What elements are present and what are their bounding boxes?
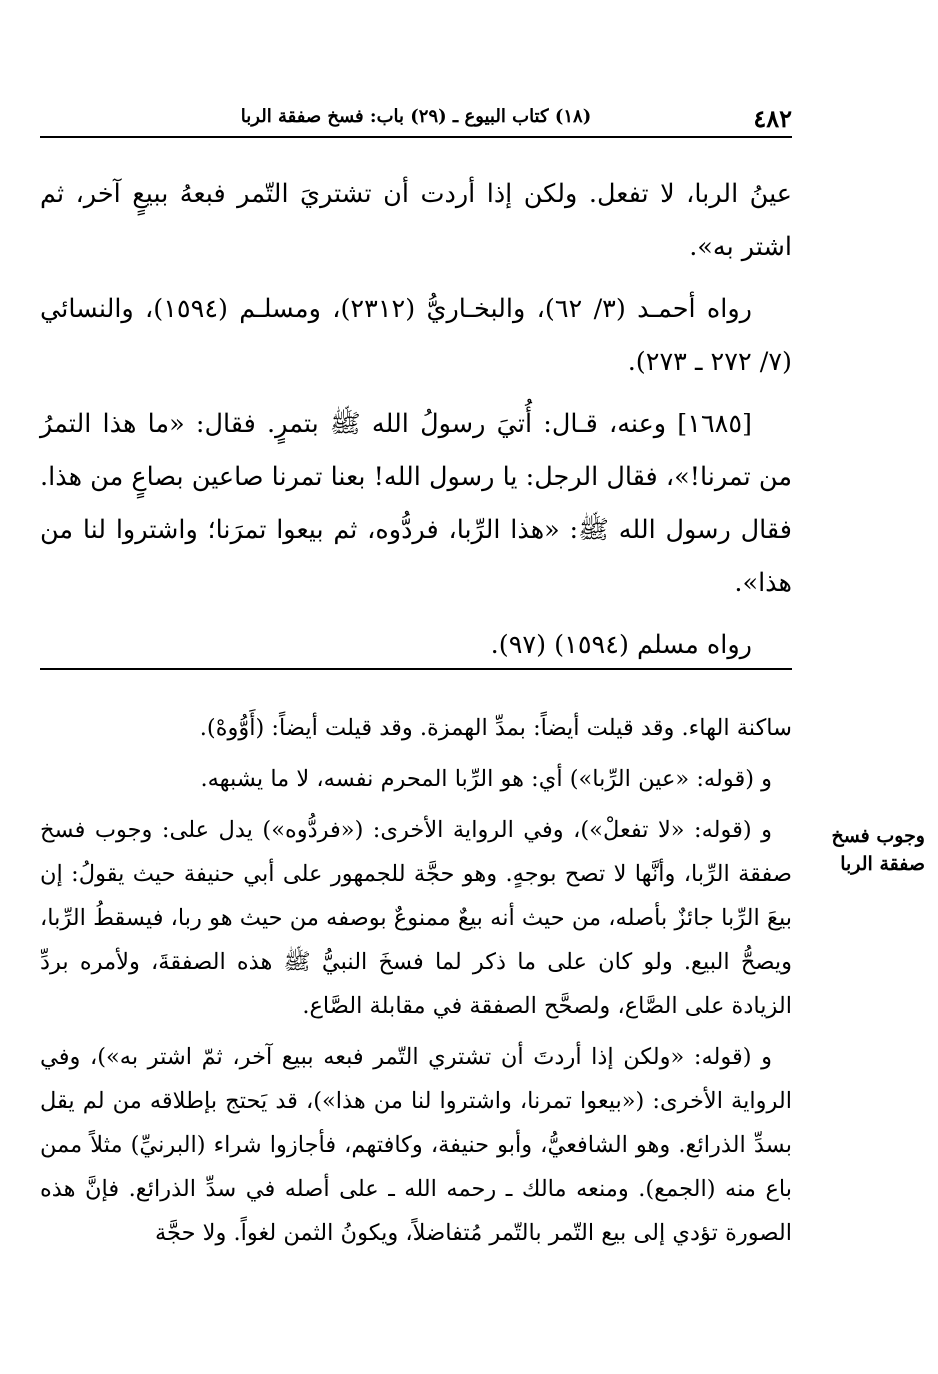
commentary-paragraph: و (قوله: «لا تفعلْ»)، وفي الرواية الأخرى: («فردُّوه») يدل على: وجوب فسخ صفقة الرِّبا، وأنَّها لا تصح بوجهٍ. وهو حجَّة للجمهور على أبي حنيفة حيث يقولُ: إن بيعَ الرِّبا جائزٌ بأصله، من حيث أنه بيعٌ ممنوعٌ بوصفه من حيث هو ربا، فيسقطُ الرِّبا، ويصحُّ البيع. ولو كان على ما ذكر لما فسخَ النبيُّ ﷺ هذه الصفقةَ، ولأمره بردِّ الزيادة على الصَّاع، ولصحَّح الصفقة في مقابلة الصَّاع. — [40, 817, 792, 1019]
commentary-block — [40, 706, 792, 1255]
commentary-paragraph: و (قوله: «ولكن إذا أردتَ أن تشتري التّمر فبعه ببيع آخر، ثمّ اشتر به»)، وفي الرواية الأخرى: («بيعوا تمرنا، واشتروا لنا من هذا»)، قد يَحتج بإطلاقه من لم يقل بسدِّ الذرائع. وهو الشافعيُّ، وأبو حنيفة، وكافتهم، فأجازوا شراء (البرنيِّ) مثلاً ممن باع منه (الجمع). ومنعه مالك ـ رحمه الله ـ على أصله في سدِّ الذرائع. فإنَّ هذه الصورة تؤدي إلى بيع التّمر بالتّمر مُتفاضلاً، ويكونُ الثمن لغواً. ولا حجَّة — [40, 1044, 792, 1246]
commentary-paragraph: و (قوله: «عين الرِّبا») أي: هو الرِّبا المحرم نفسه، لا ما يشبهه. — [200, 766, 772, 792]
hadith-1685: [١٦٨٥] وعنه، قـال: أُتيَ رسولُ الله ﷺ بتمرٍ. فقال: «ما هذا التمرُ من تمرنا!»، فقال الرجل: يا رسول الله! بعنا تمرنا صاعين بصاعٍ من هذا. فقال رسول الله ﷺ: «هذا الرِّبا، فردُّوه، ثم بيعوا تمرَنا؛ واشتروا لنا من هذا». — [40, 409, 792, 598]
hadith-reference: رواه أحمـد (٣/ ٦٢)، والبخـاريُّ (٢٣١٢)، ومسلـم (١٥٩٤)، والنسائي (٧/ ٢٧٢ ـ ٢٧٣). — [40, 294, 792, 377]
hadith-1685-reference: رواه مسلم (١٥٩٤) (٩٧). — [490, 630, 752, 660]
commentary-paragraph: ساكنة الهاء. وقد قيلت أيضاً: بمدِّ الهمزة. وقد قيلت أيضاً: (أَوُّوهْ). — [199, 715, 792, 741]
hadith-continuation: عينُ الربا، لا تفعل. ولكن إذا أردت أن تشتريَ التّمر فبعهُ ببيعٍ آخر، ثم اشتر به». — [40, 179, 792, 262]
hadith-text-block — [40, 168, 792, 672]
page-number: ٤٨٢ — [753, 104, 792, 133]
margin-note — [800, 822, 925, 878]
margin-note-line: وجوب فسخ — [831, 825, 925, 847]
running-title: (١٨) كتاب البيوع ـ (٢٩) باب: فسخ صفقة الربا — [240, 106, 592, 127]
section-divider — [40, 668, 792, 670]
margin-note-line: صفقة الربا — [840, 853, 925, 875]
header-divider — [40, 136, 792, 138]
